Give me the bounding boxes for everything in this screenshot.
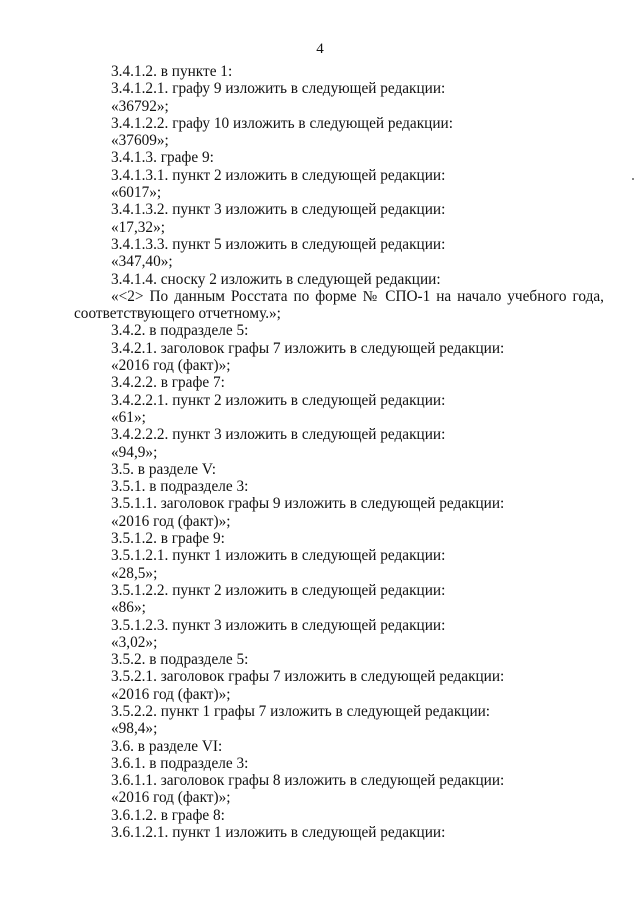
text-line: 3.6.1.1. заголовок графы 8 изложить в следующей редакции: xyxy=(111,772,505,790)
text-line: 3.4.2. в подразделе 5: xyxy=(111,322,249,340)
text-line: 3.6.1.2.1. пункт 1 изложить в следующей редакции: xyxy=(111,824,446,842)
text-line: «28,5»; xyxy=(111,564,158,582)
text-line: 3.5.2.2. пункт 1 графы 7 изложить в следующей редакции: xyxy=(111,702,491,720)
text-line: «2016 год (факт)»; xyxy=(111,789,231,807)
text-line: 3.5.1.2.2. пункт 2 изложить в следующей редакции: xyxy=(111,581,446,599)
text-line: 3.4.2.2. в графе 7: xyxy=(111,374,225,392)
text-line: «3,02»; xyxy=(111,633,158,651)
text-line: «2016 год (факт)»; xyxy=(111,512,231,530)
text-line: «347,40»; xyxy=(111,253,173,271)
text-line: 3.5.2. в подразделе 5: xyxy=(111,651,249,669)
text-line-continuation: соответствующего отчетному.»; xyxy=(74,305,281,323)
text-line: 3.6. в разделе VI: xyxy=(111,737,223,755)
text-line-justified: «<2> По данным Росстата по форме № СПО-1 на начало учебного года, xyxy=(111,287,604,305)
text-line: 3.5.2.1. заголовок графы 7 изложить в следующей редакции: xyxy=(111,668,505,686)
text-line: «94,9»; xyxy=(111,443,158,461)
text-line: «86»; xyxy=(111,599,146,617)
text-line: 3.4.2.2.1. пункт 2 изложить в следующей редакции: xyxy=(111,391,446,409)
text-line: «6017»; xyxy=(111,184,162,202)
text-line: 3.4.2.2.2. пункт 3 изложить в следующей редакции: xyxy=(111,426,446,444)
text-line: 3.4.1.2.1. графу 9 изложить в следующей редакции: xyxy=(111,80,446,98)
text-line: «61»; xyxy=(111,408,146,426)
text-line: 3.5.1. в подразделе 3: xyxy=(111,478,249,496)
text-line: 3.5.1.2.3. пункт 3 изложить в следующей редакции: xyxy=(111,616,446,634)
text-line: 3.6.1. в подразделе 3: xyxy=(111,754,249,772)
page-number: 4 xyxy=(316,41,324,57)
text-line: 3.5. в разделе V: xyxy=(111,460,217,478)
text-line: 3.4.1.3.1. пункт 2 изложить в следующей редакции: xyxy=(111,166,446,184)
text-line: 3.4.2.1. заголовок графы 7 изложить в следующей редакции: xyxy=(111,339,505,357)
text-line: 3.6.1.2. в графе 8: xyxy=(111,806,225,824)
text-line: 3.4.1.3.3. пункт 5 изложить в следующей редакции: xyxy=(111,235,446,253)
scan-speck xyxy=(632,178,634,180)
text-line: «36792»; xyxy=(111,97,169,115)
text-line: 3.5.1.1. заголовок графы 9 изложить в следующей редакции: xyxy=(111,495,505,513)
text-line: 3.4.1.3.2. пункт 3 изложить в следующей редакции: xyxy=(111,201,446,219)
text-line: 3.4.1.2.2. графу 10 изложить в следующей редакции: xyxy=(111,114,453,132)
text-line: 3.4.1.4. сноску 2 изложить в следующей редакции: xyxy=(111,270,441,288)
text-line: «2016 год (факт)»; xyxy=(111,357,231,375)
text-line: «2016 год (факт)»; xyxy=(111,685,231,703)
text-line: 3.5.1.2.1. пункт 1 изложить в следующей редакции: xyxy=(111,547,446,565)
document-body xyxy=(74,63,604,841)
text-line: «98,4»; xyxy=(111,720,158,738)
text-line: 3.5.1.2. в графе 9: xyxy=(111,530,225,548)
text-line: «17,32»; xyxy=(111,218,165,236)
text-line: «37609»; xyxy=(111,132,169,150)
text-line: 3.4.1.2. в пункте 1: xyxy=(111,63,233,80)
text-line: 3.4.1.3. графе 9: xyxy=(111,149,214,167)
